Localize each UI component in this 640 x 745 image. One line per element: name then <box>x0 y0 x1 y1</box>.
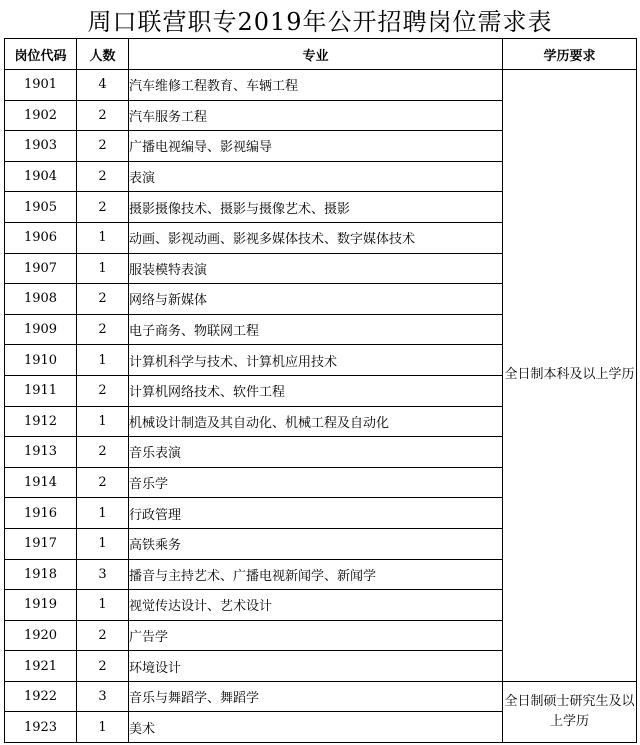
cell-code: 1923 <box>5 712 77 743</box>
cell-education: 全日制本科及以上学历 <box>503 70 637 682</box>
cell-code: 1909 <box>5 314 77 345</box>
cell-code: 1918 <box>5 559 77 590</box>
cell-major: 电子商务、物联网工程 <box>129 314 503 345</box>
cell-code: 1907 <box>5 253 77 284</box>
cell-major: 动画、影视动画、影视多媒体技术、数字媒体技术 <box>129 222 503 253</box>
cell-code: 1920 <box>5 620 77 651</box>
cell-major: 网络与新媒体 <box>129 284 503 315</box>
cell-code: 1916 <box>5 498 77 529</box>
cell-count: 2 <box>77 375 129 406</box>
cell-major: 机械设计制造及其自动化、机械工程及自动化 <box>129 406 503 437</box>
table-row <box>5 681 637 712</box>
cell-major: 环境设计 <box>129 651 503 682</box>
cell-major: 服装模特表演 <box>129 253 503 284</box>
cell-count: 2 <box>77 284 129 315</box>
cell-count: 2 <box>77 192 129 223</box>
cell-major: 音乐表演 <box>129 437 503 468</box>
cell-major: 汽车维修工程教育、车辆工程 <box>129 70 503 101</box>
cell-count: 3 <box>77 559 129 590</box>
cell-count: 2 <box>77 161 129 192</box>
cell-count: 1 <box>77 345 129 376</box>
cell-code: 1903 <box>5 131 77 162</box>
cell-education: 全日制硕士研究生及以上学历 <box>503 681 637 742</box>
cell-major: 音乐与舞蹈学、舞蹈学 <box>129 681 503 712</box>
cell-count: 1 <box>77 498 129 529</box>
cell-count: 2 <box>77 131 129 162</box>
header-count: 人数 <box>77 39 129 70</box>
cell-count: 2 <box>77 467 129 498</box>
cell-code: 1905 <box>5 192 77 223</box>
cell-code: 1908 <box>5 284 77 315</box>
cell-major: 计算机网络技术、软件工程 <box>129 375 503 406</box>
cell-count: 4 <box>77 70 129 101</box>
cell-major: 视觉传达设计、艺术设计 <box>129 590 503 621</box>
cell-major: 广播电视编导、影视编导 <box>129 131 503 162</box>
cell-count: 1 <box>77 406 129 437</box>
cell-major: 摄影摄像技术、摄影与摄像艺术、摄影 <box>129 192 503 223</box>
cell-major: 广告学 <box>129 620 503 651</box>
cell-count: 3 <box>77 681 129 712</box>
cell-code: 1911 <box>5 375 77 406</box>
cell-code: 1917 <box>5 528 77 559</box>
cell-count: 1 <box>77 528 129 559</box>
cell-code: 1914 <box>5 467 77 498</box>
cell-major: 行政管理 <box>129 498 503 529</box>
table-row <box>5 70 637 101</box>
table-header-row <box>5 39 637 70</box>
cell-count: 1 <box>77 222 129 253</box>
cell-count: 2 <box>77 100 129 131</box>
cell-count: 2 <box>77 620 129 651</box>
cell-code: 1904 <box>5 161 77 192</box>
cell-count: 2 <box>77 651 129 682</box>
cell-major: 汽车服务工程 <box>129 100 503 131</box>
cell-major: 播音与主持艺术、广播电视新闻学、新闻学 <box>129 559 503 590</box>
cell-count: 2 <box>77 437 129 468</box>
cell-code: 1912 <box>5 406 77 437</box>
cell-code: 1922 <box>5 681 77 712</box>
cell-code: 1901 <box>5 70 77 101</box>
cell-code: 1902 <box>5 100 77 131</box>
cell-major: 计算机科学与技术、计算机应用技术 <box>129 345 503 376</box>
recruitment-table <box>4 38 637 743</box>
cell-code: 1913 <box>5 437 77 468</box>
cell-code: 1921 <box>5 651 77 682</box>
cell-code: 1906 <box>5 222 77 253</box>
cell-count: 2 <box>77 314 129 345</box>
header-major: 专业 <box>129 39 503 70</box>
cell-major: 表演 <box>129 161 503 192</box>
cell-code: 1910 <box>5 345 77 376</box>
cell-count: 1 <box>77 590 129 621</box>
cell-major: 美术 <box>129 712 503 743</box>
cell-major: 音乐学 <box>129 467 503 498</box>
header-code: 岗位代码 <box>5 39 77 70</box>
cell-count: 1 <box>77 253 129 284</box>
table-body <box>5 70 637 743</box>
cell-major: 高铁乘务 <box>129 528 503 559</box>
header-education: 学历要求 <box>503 39 637 70</box>
cell-count: 1 <box>77 712 129 743</box>
page-title: 周口联营职专2019年公开招聘岗位需求表 <box>87 7 553 36</box>
cell-code: 1919 <box>5 590 77 621</box>
